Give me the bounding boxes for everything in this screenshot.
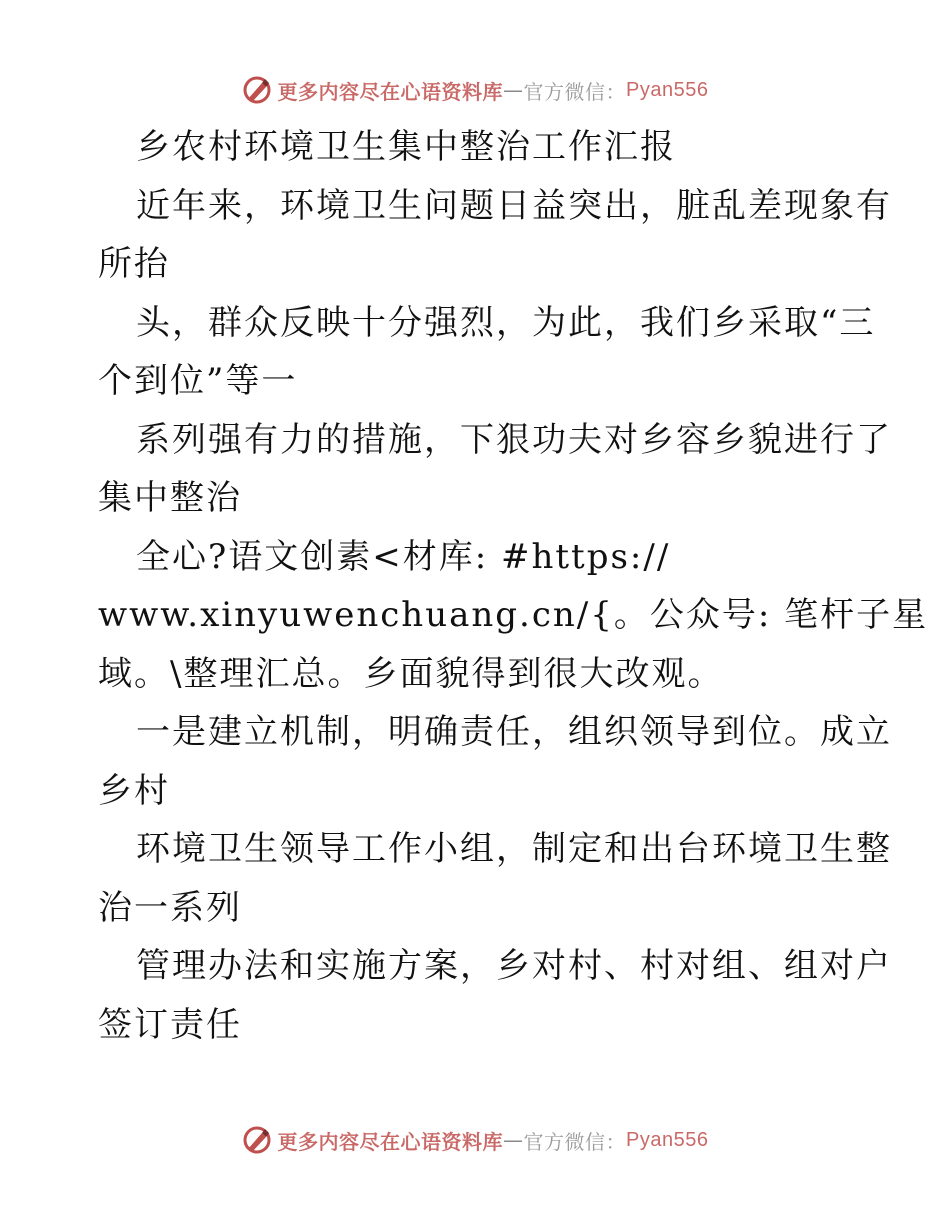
document-title-line: 乡农村环境卫生集中整治工作汇报 [136,127,676,167]
text-line: 域。\整理汇总。乡面貌得到很大改观。 [98,653,724,694]
text-line: 乡村 [98,770,170,811]
text-line: 治一系列 [98,887,242,928]
watermark-header [0,70,950,110]
watermark-official-label: 官方微信： [523,1129,627,1154]
text-line: 个到位”等一 [98,361,298,401]
text-line: 全心?语文创素<材库: #https:// [136,536,671,577]
watermark-footer [0,1120,950,1160]
text-line: 所抬 [98,244,170,284]
text-line: 管理办法和实施方案，乡对村、村对组、组对户 [136,946,892,986]
pen-logo-icon [242,75,272,105]
watermark-official-label: 官方微信： [523,79,627,104]
text-line: 近年来，环境卫生问题日益突出，脏乱差现象有 [136,185,892,226]
watermark-wechat-id: Pyan556 [626,78,709,101]
text-line: 系列强有力的措施，下狠功夫对乡容乡貌进行了 [136,419,892,460]
watermark-wechat-id: Pyan556 [626,1128,709,1151]
text-line: www.xinyuwenchuang.cn/{。公众号: 笔杆子星 [98,595,929,635]
watermark-separator: — [503,1128,524,1152]
watermark-separator: — [503,78,524,102]
text-line: 环境卫生领导工作小组，制定和出台环境卫生整 [136,829,892,869]
pen-logo-icon [242,1125,272,1155]
text-line: 一是建立机制，明确责任，组织领导到位。成立 [136,712,892,752]
text-line: 签订责任 [98,1004,242,1045]
watermark-site-text: 更多内容尽在心语资料库 [277,79,504,104]
text-line: 头，群众反映十分强烈，为此，我们乡采取“三 [136,302,876,343]
document-body [98,118,929,1054]
text-line: 集中整治 [98,478,242,518]
watermark-site-text: 更多内容尽在心语资料库 [277,1129,504,1154]
